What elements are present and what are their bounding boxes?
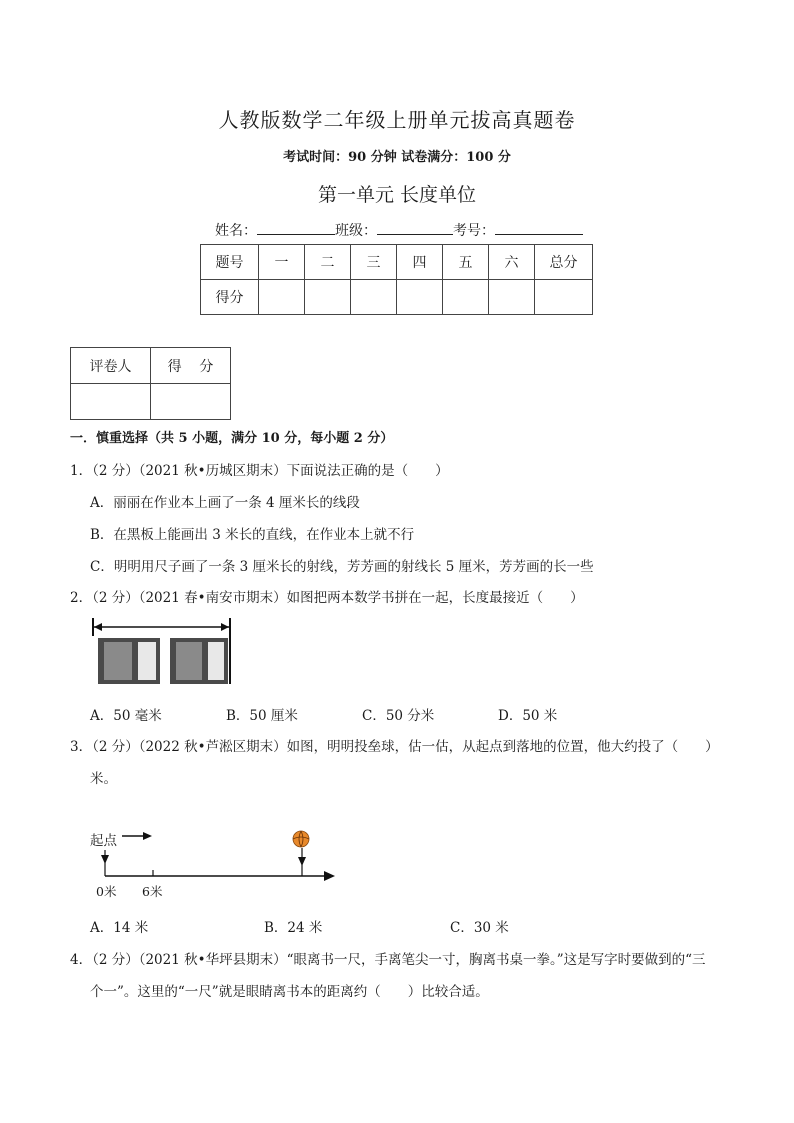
question-1-option-b[interactable]: B．在黑板上能画出 3 米长的直线，在作业本上就不行 bbox=[90, 527, 415, 543]
section-heading: 一．慎重选择（共 5 小题，满分 10 分，每小题 2 分） bbox=[70, 431, 394, 446]
grader-score-label: 得 分 bbox=[151, 348, 231, 384]
score-header-cell: 总分 bbox=[535, 245, 593, 280]
throw-number-line bbox=[90, 826, 340, 886]
score-header-cell: 四 bbox=[397, 245, 443, 280]
score-table-header-row bbox=[201, 245, 593, 280]
student-info bbox=[215, 220, 583, 240]
number-label: 考号： bbox=[453, 223, 495, 239]
exam-title: 人教版数学二年级上册单元拔高真题卷 bbox=[218, 108, 576, 132]
grader-name-cell[interactable] bbox=[71, 384, 151, 420]
two-books-figure bbox=[88, 616, 238, 688]
tick-6-label: 6米 bbox=[142, 884, 163, 899]
class-field[interactable] bbox=[377, 220, 453, 235]
question-2-option-a[interactable]: A．50 毫米 bbox=[90, 708, 162, 724]
question-3-stem-cont: 米。 bbox=[90, 771, 117, 787]
start-label: 起点 bbox=[90, 833, 117, 849]
question-3-option-b[interactable]: B．24 米 bbox=[264, 920, 323, 936]
score-cell[interactable] bbox=[535, 280, 593, 315]
score-header-cell: 二 bbox=[305, 245, 351, 280]
question-2-option-b[interactable]: B．50 厘米 bbox=[226, 708, 298, 724]
score-row-label: 得分 bbox=[201, 280, 259, 315]
tick-0-label: 0米 bbox=[96, 884, 117, 899]
question-3-option-a[interactable]: A．14 米 bbox=[90, 920, 149, 936]
question-2-stem: 2．（2 分）（2021 春•南安市期末）如图把两本数学书拼在一起，长度最接近（ ） bbox=[70, 590, 584, 606]
question-3-stem: 3．（2 分）（2022 秋•芦淞区期末）如图，明明投垒球，估一估，从起点到落地的位置，他大约投了（ ） bbox=[70, 739, 719, 755]
score-table bbox=[200, 244, 593, 315]
question-3-options bbox=[90, 916, 590, 934]
score-header-cell: 题号 bbox=[201, 245, 259, 280]
question-2-options bbox=[90, 704, 590, 722]
question-2-option-c[interactable]: C．50 分米 bbox=[362, 708, 435, 724]
score-table-score-row bbox=[201, 280, 593, 315]
question-4-stem: 4．（2 分）（2021 秋•华坪县期末）“眼离书一尺，手离笔尖一寸，胸离书桌一拳。”这是写字时要做到的“三 bbox=[70, 952, 706, 968]
score-cell[interactable] bbox=[305, 280, 351, 315]
question-1-option-a[interactable]: A．丽丽在作业本上画了一条 4 厘米长的线段 bbox=[90, 495, 360, 511]
class-label: 班级： bbox=[335, 223, 377, 239]
name-label: 姓名： bbox=[215, 223, 257, 239]
grader-table bbox=[70, 347, 231, 420]
grader-label: 评卷人 bbox=[71, 348, 151, 384]
question-3-option-c[interactable]: C．30 米 bbox=[450, 920, 509, 936]
score-cell[interactable] bbox=[489, 280, 535, 315]
score-cell[interactable] bbox=[443, 280, 489, 315]
name-field[interactable] bbox=[257, 220, 335, 235]
question-1-stem: 1．（2 分）（2021 秋•历城区期末）下面说法正确的是（ ） bbox=[70, 463, 449, 479]
grader-score-cell[interactable] bbox=[151, 384, 231, 420]
question-2-option-d[interactable]: D．50 米 bbox=[498, 708, 558, 724]
score-header-cell: 五 bbox=[443, 245, 489, 280]
unit-title: 第一单元 长度单位 bbox=[317, 184, 477, 206]
score-cell[interactable] bbox=[397, 280, 443, 315]
score-cell[interactable] bbox=[259, 280, 305, 315]
exam-number-field[interactable] bbox=[495, 220, 583, 235]
question-1-option-c[interactable]: C．明明用尺子画了一条 3 厘米长的射线，芳芳画的射线长 5 厘米，芳芳画的长一些 bbox=[90, 559, 594, 575]
exam-subtitle: 考试时间：90 分钟 试卷满分：100 分 bbox=[283, 150, 511, 165]
score-cell[interactable] bbox=[351, 280, 397, 315]
question-4-stem-cont: 个一”。这里的“一尺”就是眼睛离书本的距离约（ ）比较合适。 bbox=[90, 984, 489, 1000]
score-header-cell: 一 bbox=[259, 245, 305, 280]
score-header-cell: 三 bbox=[351, 245, 397, 280]
score-header-cell: 六 bbox=[489, 245, 535, 280]
